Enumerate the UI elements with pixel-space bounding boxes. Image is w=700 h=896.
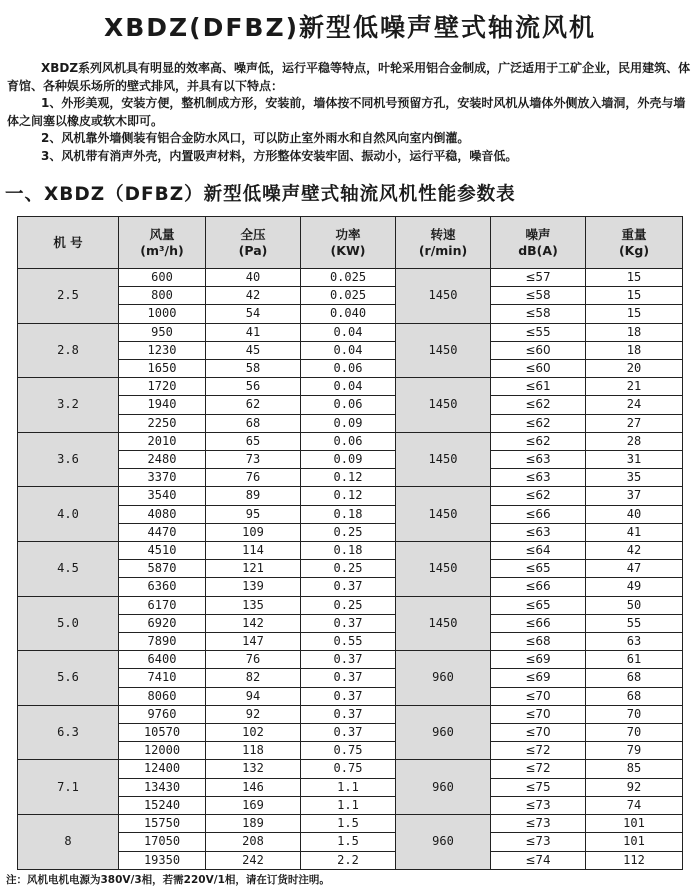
pressure-cell: 82 bbox=[206, 669, 301, 687]
column-header-label: 机 号 bbox=[53, 234, 83, 250]
section-title: 一、XBDZ（DFBZ）新型低噪声壁式轴流风机性能参数表 bbox=[5, 184, 516, 205]
weight-cell: 18 bbox=[586, 323, 683, 341]
airflow-cell: 8060 bbox=[119, 687, 206, 705]
column-header-unit: (KW) bbox=[330, 242, 366, 258]
power-cell: 0.040 bbox=[301, 305, 396, 323]
weight-cell: 41 bbox=[586, 523, 683, 541]
pressure-cell: 89 bbox=[206, 487, 301, 505]
column-header bbox=[396, 217, 491, 269]
weight-cell: 55 bbox=[586, 614, 683, 632]
weight-cell: 47 bbox=[586, 560, 683, 578]
weight-cell: 70 bbox=[586, 705, 683, 723]
pressure-cell: 142 bbox=[206, 614, 301, 632]
weight-cell: 112 bbox=[586, 851, 683, 869]
table-row bbox=[18, 323, 683, 341]
pressure-cell: 58 bbox=[206, 360, 301, 378]
weight-cell: 37 bbox=[586, 487, 683, 505]
column-header-label: 重量 bbox=[621, 226, 647, 242]
pressure-cell: 40 bbox=[206, 269, 301, 287]
power-cell: 0.09 bbox=[301, 414, 396, 432]
noise-cell: ≤69 bbox=[491, 651, 586, 669]
power-cell: 0.025 bbox=[301, 287, 396, 305]
weight-cell: 50 bbox=[586, 596, 683, 614]
pressure-cell: 189 bbox=[206, 815, 301, 833]
performance-table bbox=[17, 216, 683, 870]
table-row bbox=[18, 432, 683, 450]
airflow-cell: 2250 bbox=[119, 414, 206, 432]
weight-cell: 24 bbox=[586, 396, 683, 414]
column-header bbox=[119, 217, 206, 269]
pressure-cell: 45 bbox=[206, 341, 301, 359]
power-cell: 0.37 bbox=[301, 724, 396, 742]
speed-cell: 1450 bbox=[396, 596, 491, 651]
column-header bbox=[301, 217, 396, 269]
airflow-cell: 7890 bbox=[119, 633, 206, 651]
pressure-cell: 94 bbox=[206, 687, 301, 705]
model-number-cell: 3.6 bbox=[18, 432, 119, 487]
power-cell: 0.09 bbox=[301, 451, 396, 469]
weight-cell: 79 bbox=[586, 742, 683, 760]
performance-table-wrapper bbox=[17, 216, 683, 870]
power-cell: 0.06 bbox=[301, 396, 396, 414]
power-cell: 1.1 bbox=[301, 796, 396, 814]
airflow-cell: 5870 bbox=[119, 560, 206, 578]
noise-cell: ≤62 bbox=[491, 432, 586, 450]
power-cell: 0.25 bbox=[301, 596, 396, 614]
pressure-cell: 68 bbox=[206, 414, 301, 432]
noise-cell: ≤70 bbox=[491, 705, 586, 723]
column-header-unit: (m³/h) bbox=[140, 242, 184, 258]
weight-cell: 42 bbox=[586, 542, 683, 560]
weight-cell: 74 bbox=[586, 796, 683, 814]
power-cell: 1.5 bbox=[301, 815, 396, 833]
noise-cell: ≤66 bbox=[491, 614, 586, 632]
noise-cell: ≤70 bbox=[491, 687, 586, 705]
power-cell: 0.37 bbox=[301, 614, 396, 632]
weight-cell: 101 bbox=[586, 815, 683, 833]
model-number-cell: 6.3 bbox=[18, 705, 119, 760]
pressure-cell: 92 bbox=[206, 705, 301, 723]
airflow-cell: 6360 bbox=[119, 578, 206, 596]
weight-cell: 61 bbox=[586, 651, 683, 669]
column-header bbox=[586, 217, 683, 269]
airflow-cell: 6400 bbox=[119, 651, 206, 669]
power-cell: 1.1 bbox=[301, 778, 396, 796]
intro-paragraph: XBDZ系列风机具有明显的效率高、噪声低，运行平稳等特点，叶轮采用铝合金制成，广泛适用于工矿企业，民用建筑、体育馆、各种娱乐场所的壁式排风，并具有以下特点： bbox=[7, 61, 691, 93]
airflow-cell: 7410 bbox=[119, 669, 206, 687]
column-header-unit: (Kg) bbox=[618, 242, 650, 258]
feature-item-1: 1、外形美观，安装方便，整机制成方形，安装前，墙体按不同机号预留方孔，安装时风机从墙体外侧放入墙洞，外壳与墙体之间塞以橡皮或软木即可。 bbox=[7, 96, 686, 128]
column-header-unit: (Pa) bbox=[238, 242, 268, 258]
airflow-cell: 6170 bbox=[119, 596, 206, 614]
weight-cell: 85 bbox=[586, 760, 683, 778]
noise-cell: ≤68 bbox=[491, 633, 586, 651]
column-header bbox=[491, 217, 586, 269]
noise-cell: ≤69 bbox=[491, 669, 586, 687]
pressure-cell: 54 bbox=[206, 305, 301, 323]
noise-cell: ≤61 bbox=[491, 378, 586, 396]
airflow-cell: 1230 bbox=[119, 341, 206, 359]
power-cell: 0.04 bbox=[301, 341, 396, 359]
airflow-cell: 3370 bbox=[119, 469, 206, 487]
feature-item-2: 2、风机靠外墙侧装有铝合金防水风口，可以防止室外雨水和自然风向室内倒灌。 bbox=[41, 131, 470, 145]
pressure-cell: 114 bbox=[206, 542, 301, 560]
weight-cell: 31 bbox=[586, 451, 683, 469]
power-cell: 0.18 bbox=[301, 542, 396, 560]
pressure-cell: 41 bbox=[206, 323, 301, 341]
pressure-cell: 42 bbox=[206, 287, 301, 305]
weight-cell: 35 bbox=[586, 469, 683, 487]
feature-item-3: 3、风机带有消声外壳，内置吸声材料，方形整体安装牢固、振动小，运行平稳，噪音低。 bbox=[41, 148, 518, 163]
noise-cell: ≤72 bbox=[491, 742, 586, 760]
noise-cell: ≤63 bbox=[491, 523, 586, 541]
weight-cell: 92 bbox=[586, 778, 683, 796]
power-cell: 0.12 bbox=[301, 487, 396, 505]
airflow-cell: 6920 bbox=[119, 614, 206, 632]
table-row bbox=[18, 542, 683, 560]
airflow-cell: 12400 bbox=[119, 760, 206, 778]
power-cell: 0.18 bbox=[301, 505, 396, 523]
speed-cell: 960 bbox=[396, 651, 491, 706]
table-row bbox=[18, 487, 683, 505]
noise-cell: ≤60 bbox=[491, 341, 586, 359]
column-header-label: 全压 bbox=[240, 226, 266, 242]
power-cell: 0.06 bbox=[301, 360, 396, 378]
airflow-cell: 600 bbox=[119, 269, 206, 287]
noise-cell: ≤75 bbox=[491, 778, 586, 796]
intro-text bbox=[7, 60, 693, 165]
airflow-cell: 15750 bbox=[119, 815, 206, 833]
pressure-cell: 147 bbox=[206, 633, 301, 651]
pressure-cell: 56 bbox=[206, 378, 301, 396]
pressure-cell: 132 bbox=[206, 760, 301, 778]
noise-cell: ≤66 bbox=[491, 578, 586, 596]
page-title: XBDZ(DFBZ)新型低噪声壁式轴流风机 bbox=[103, 13, 597, 42]
weight-cell: 15 bbox=[586, 287, 683, 305]
airflow-cell: 1000 bbox=[119, 305, 206, 323]
speed-cell: 960 bbox=[396, 815, 491, 870]
pressure-cell: 76 bbox=[206, 651, 301, 669]
airflow-cell: 800 bbox=[119, 287, 206, 305]
column-header bbox=[206, 217, 301, 269]
column-header bbox=[18, 217, 119, 269]
airflow-cell: 1650 bbox=[119, 360, 206, 378]
power-cell: 1.5 bbox=[301, 833, 396, 851]
table-row bbox=[18, 269, 683, 287]
airflow-cell: 19350 bbox=[119, 851, 206, 869]
table-row bbox=[18, 760, 683, 778]
power-cell: 0.025 bbox=[301, 269, 396, 287]
power-cell: 0.37 bbox=[301, 578, 396, 596]
model-number-cell: 2.5 bbox=[18, 269, 119, 324]
weight-cell: 63 bbox=[586, 633, 683, 651]
column-header-label: 风量 bbox=[149, 226, 175, 242]
pressure-cell: 242 bbox=[206, 851, 301, 869]
noise-cell: ≤60 bbox=[491, 360, 586, 378]
column-header-label: 转速 bbox=[430, 226, 456, 242]
column-header-label: 功率 bbox=[335, 226, 361, 242]
airflow-cell: 950 bbox=[119, 323, 206, 341]
noise-cell: ≤58 bbox=[491, 287, 586, 305]
power-cell: 0.37 bbox=[301, 705, 396, 723]
airflow-cell: 9760 bbox=[119, 705, 206, 723]
table-row bbox=[18, 705, 683, 723]
power-cell: 0.37 bbox=[301, 669, 396, 687]
speed-cell: 1450 bbox=[396, 378, 491, 433]
weight-cell: 18 bbox=[586, 341, 683, 359]
noise-cell: ≤66 bbox=[491, 505, 586, 523]
table-row bbox=[18, 596, 683, 614]
power-cell: 0.37 bbox=[301, 651, 396, 669]
speed-cell: 960 bbox=[396, 760, 491, 815]
airflow-cell: 13430 bbox=[119, 778, 206, 796]
airflow-cell: 2480 bbox=[119, 451, 206, 469]
pressure-cell: 169 bbox=[206, 796, 301, 814]
pressure-cell: 146 bbox=[206, 778, 301, 796]
column-header-unit: dB(A) bbox=[518, 242, 558, 258]
pressure-cell: 121 bbox=[206, 560, 301, 578]
noise-cell: ≤73 bbox=[491, 815, 586, 833]
noise-cell: ≤73 bbox=[491, 796, 586, 814]
pressure-cell: 118 bbox=[206, 742, 301, 760]
weight-cell: 15 bbox=[586, 269, 683, 287]
noise-cell: ≤63 bbox=[491, 469, 586, 487]
pressure-cell: 95 bbox=[206, 505, 301, 523]
model-number-cell: 5.6 bbox=[18, 651, 119, 706]
airflow-cell: 17050 bbox=[119, 833, 206, 851]
power-cell: 0.12 bbox=[301, 469, 396, 487]
noise-cell: ≤65 bbox=[491, 560, 586, 578]
airflow-cell: 3540 bbox=[119, 487, 206, 505]
power-cell: 0.06 bbox=[301, 432, 396, 450]
weight-cell: 49 bbox=[586, 578, 683, 596]
weight-cell: 40 bbox=[586, 505, 683, 523]
table-row bbox=[18, 378, 683, 396]
noise-cell: ≤55 bbox=[491, 323, 586, 341]
airflow-cell: 10570 bbox=[119, 724, 206, 742]
weight-cell: 21 bbox=[586, 378, 683, 396]
noise-cell: ≤63 bbox=[491, 451, 586, 469]
table-header-row bbox=[18, 217, 683, 269]
power-cell: 0.04 bbox=[301, 323, 396, 341]
pressure-cell: 76 bbox=[206, 469, 301, 487]
power-cell: 0.25 bbox=[301, 523, 396, 541]
weight-cell: 101 bbox=[586, 833, 683, 851]
noise-cell: ≤62 bbox=[491, 487, 586, 505]
pressure-cell: 62 bbox=[206, 396, 301, 414]
power-cell: 0.75 bbox=[301, 742, 396, 760]
pressure-cell: 73 bbox=[206, 451, 301, 469]
model-number-cell: 4.5 bbox=[18, 542, 119, 597]
pressure-cell: 109 bbox=[206, 523, 301, 541]
noise-cell: ≤58 bbox=[491, 305, 586, 323]
power-cell: 0.55 bbox=[301, 633, 396, 651]
pressure-cell: 102 bbox=[206, 724, 301, 742]
noise-cell: ≤72 bbox=[491, 760, 586, 778]
model-number-cell: 7.1 bbox=[18, 760, 119, 815]
weight-cell: 20 bbox=[586, 360, 683, 378]
footnote: 注：风机电机电源为380V/3相，若需220V/1相，请在订货时注明。 bbox=[6, 874, 330, 886]
weight-cell: 27 bbox=[586, 414, 683, 432]
speed-cell: 1450 bbox=[396, 269, 491, 324]
noise-cell: ≤64 bbox=[491, 542, 586, 560]
pressure-cell: 65 bbox=[206, 432, 301, 450]
power-cell: 0.04 bbox=[301, 378, 396, 396]
weight-cell: 68 bbox=[586, 687, 683, 705]
airflow-cell: 4080 bbox=[119, 505, 206, 523]
model-number-cell: 3.2 bbox=[18, 378, 119, 433]
speed-cell: 1450 bbox=[396, 487, 491, 542]
table-row bbox=[18, 815, 683, 833]
column-header-unit: (r/min) bbox=[418, 242, 468, 258]
weight-cell: 68 bbox=[586, 669, 683, 687]
noise-cell: ≤57 bbox=[491, 269, 586, 287]
airflow-cell: 4470 bbox=[119, 523, 206, 541]
model-number-cell: 8 bbox=[18, 815, 119, 870]
table-row bbox=[18, 651, 683, 669]
noise-cell: ≤73 bbox=[491, 833, 586, 851]
weight-cell: 15 bbox=[586, 305, 683, 323]
airflow-cell: 12000 bbox=[119, 742, 206, 760]
pressure-cell: 208 bbox=[206, 833, 301, 851]
power-cell: 2.2 bbox=[301, 851, 396, 869]
speed-cell: 1450 bbox=[396, 432, 491, 487]
pressure-cell: 139 bbox=[206, 578, 301, 596]
noise-cell: ≤70 bbox=[491, 724, 586, 742]
noise-cell: ≤62 bbox=[491, 396, 586, 414]
power-cell: 0.37 bbox=[301, 687, 396, 705]
weight-cell: 28 bbox=[586, 432, 683, 450]
noise-cell: ≤62 bbox=[491, 414, 586, 432]
speed-cell: 960 bbox=[396, 705, 491, 760]
model-number-cell: 4.0 bbox=[18, 487, 119, 542]
table-body bbox=[18, 269, 683, 870]
airflow-cell: 4510 bbox=[119, 542, 206, 560]
model-number-cell: 2.8 bbox=[18, 323, 119, 378]
airflow-cell: 15240 bbox=[119, 796, 206, 814]
speed-cell: 1450 bbox=[396, 542, 491, 597]
weight-cell: 70 bbox=[586, 724, 683, 742]
power-cell: 0.25 bbox=[301, 560, 396, 578]
airflow-cell: 1720 bbox=[119, 378, 206, 396]
power-cell: 0.75 bbox=[301, 760, 396, 778]
airflow-cell: 1940 bbox=[119, 396, 206, 414]
column-header-label: 噪声 bbox=[525, 226, 551, 242]
pressure-cell: 135 bbox=[206, 596, 301, 614]
model-number-cell: 5.0 bbox=[18, 596, 119, 651]
speed-cell: 1450 bbox=[396, 323, 491, 378]
noise-cell: ≤74 bbox=[491, 851, 586, 869]
airflow-cell: 2010 bbox=[119, 432, 206, 450]
noise-cell: ≤65 bbox=[491, 596, 586, 614]
